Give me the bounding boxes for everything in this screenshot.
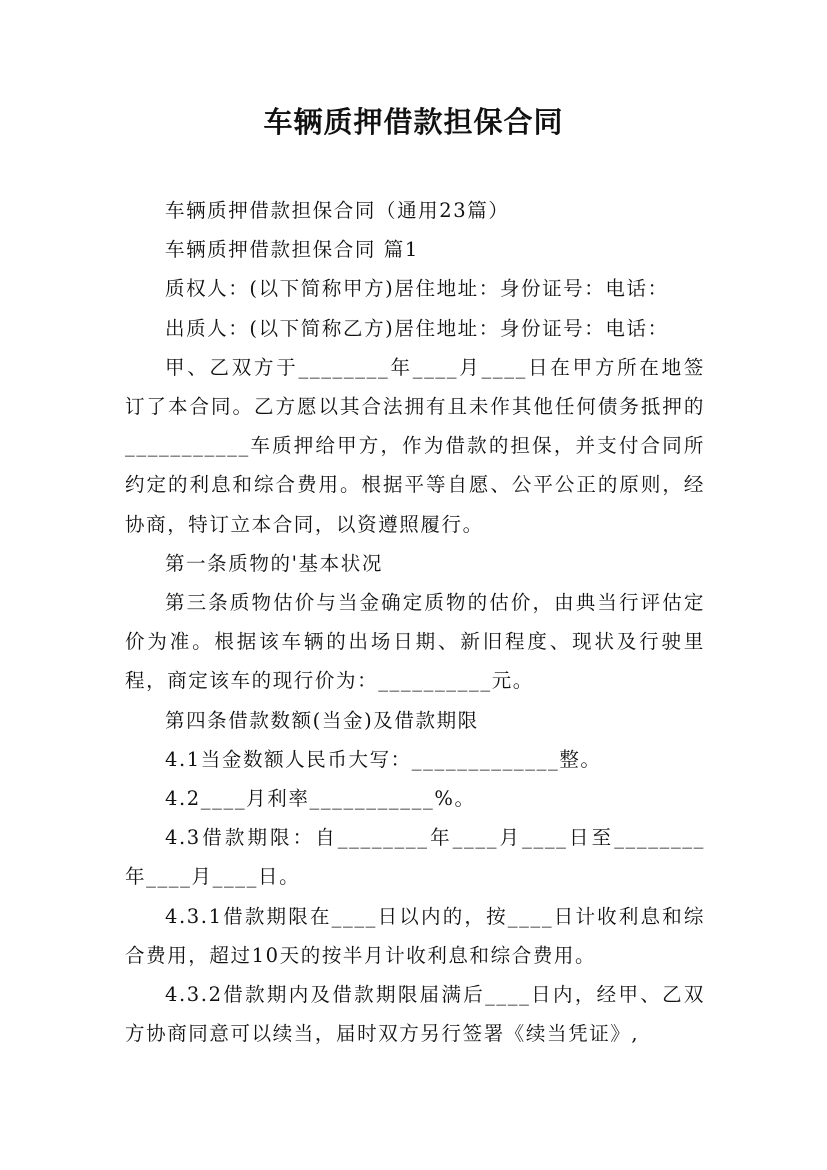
paragraph-clause-4-2: 4.2____月利率___________%。	[164, 787, 476, 811]
paragraph-clause-4: 第四条借款数额(当金)及借款期限	[164, 708, 479, 732]
paragraph-clause-3: 第三条质物估价与当金确定质物的估价，由典当行评估定价为准。根据该车辆的出场日期、新旧程度、现状及行驶里程，商定该车的现行价为：__________元。	[125, 591, 705, 693]
paragraph-clause-4-3-1: 4.3.1借款期限在____日以内的，按____日计收利息和综合费用，超过10天的按半月计收利息和综合费用。	[125, 904, 705, 967]
paragraph-pledgee: 质权人：(以下简称甲方)居住地址：身份证号：电话：	[164, 277, 669, 301]
paragraph-subtitle: 车辆质押借款担保合同（通用23篇）	[164, 199, 510, 222]
paragraph-clause-4-1: 4.1当金数额人民币大写：_____________整。	[164, 747, 602, 771]
document-body	[125, 191, 705, 1053]
paragraph-preamble: 甲、乙双方于________年____月____日在甲方所在地签订了本合同。乙方愿以其合法拥有且未作其他任何债务抵押的___________车质押给甲方，作为借款的担保，并支付合同所约定的利息和综合费用。根据平等自愿、公平公正的原则，经协商，特订立本合同，以资遵照履行。	[125, 355, 705, 536]
paragraph-pledgor: 出质人：(以下简称乙方)居住地址：身份证号：电话：	[164, 316, 669, 340]
paragraph-clause-4-3: 4.3借款期限：自________年____月____日至________年____月____日。	[125, 826, 705, 889]
document-title: 车辆质押借款担保合同	[263, 105, 564, 139]
paragraph-clause-4-3-2: 4.3.2借款期内及借款期限届满后____日内，经甲、乙双方协商同意可以续当，届时双方另行签署《续当凭证》,	[125, 983, 705, 1046]
paragraph-clause-1: 第一条质物的'基本状况	[164, 551, 383, 575]
paragraph-article-heading: 车辆质押借款担保合同 篇1	[164, 238, 419, 262]
